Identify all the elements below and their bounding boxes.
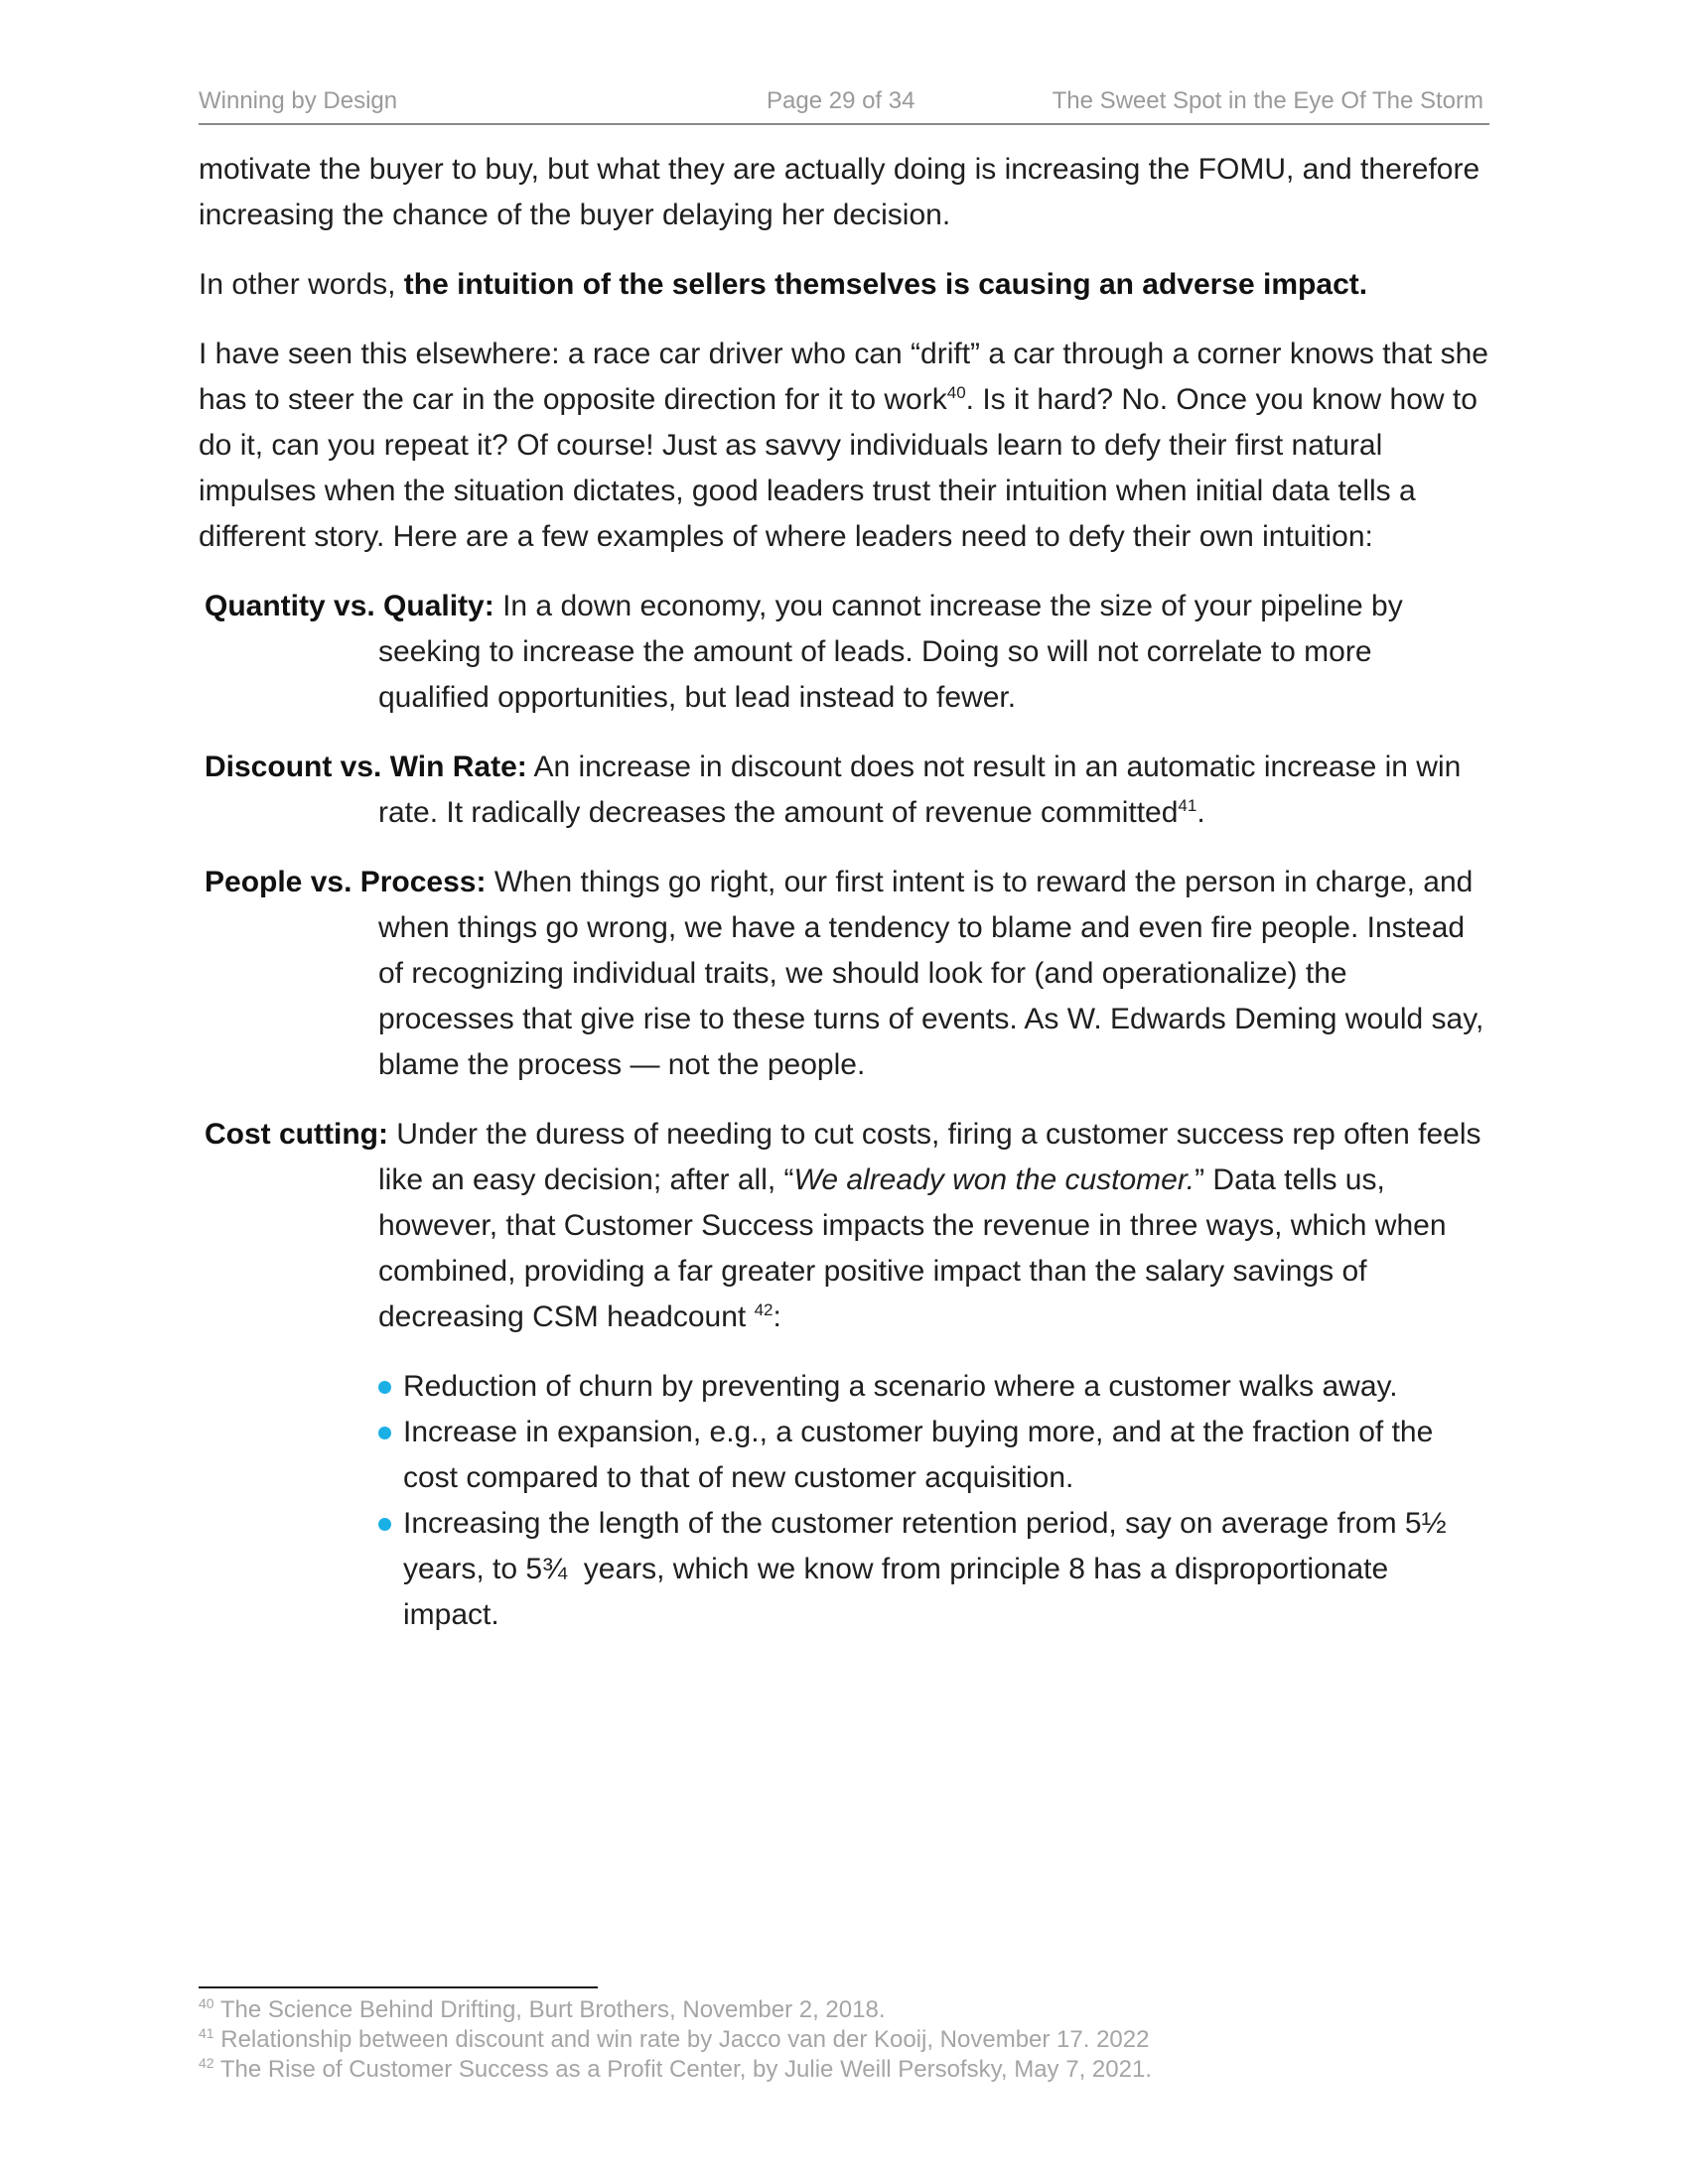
term-description-tail: : [773,1300,781,1333]
footnote-text: Relationship between discount and win rate by Jacco van der Kooij, November 17. 2022 [213,2026,1150,2053]
bullet-list [378,1364,1489,1638]
term-description: When things go right, our first intent is to reward the person in charge, and when things go wrong, we have a tendency to blame and even fire people. Instead of recognizing individual traits, we should look for (and operationalize) the processes that give rise to these turns of events. As W. Edwards Deming would say, blame the process — not the people. [378,866,1484,1081]
term-description: An increase in discount does not result in an automatic increase in win rate. It radically decreases the amount of revenue committed [378,751,1462,829]
term-description: ” Data tells us, however, that Customer Success impacts the revenue in three ways, which when combined, providing a far greater positive impact than the salary savings of decreasing CSM headcount [378,1163,1447,1333]
term-cost-cutting [199,1112,1489,1340]
footnotes [199,1995,1489,2085]
paragraph-in-other-words [199,262,1489,308]
paragraph-text: . Is it hard? No. Once you know how to do it, can you repeat it? Of course! Just as savvy individuals learn to defy their first natural impulses when the situation dictates, good leaders trust their intuition when initial data tells a different story. Here are a few examples of where leaders need to defy their own intuition: [199,383,1477,553]
footnote-divider [199,1986,598,1988]
footnote-41 [199,2025,1489,2055]
document-body [199,147,1489,1638]
footnote-number: 42 [199,2055,214,2071]
footnote-number: 40 [199,1995,214,2011]
footnote-number: 41 [199,2025,214,2041]
term-label: People vs. Process: [205,866,487,898]
footnote-text: The Rise of Customer Success as a Profit Center, by Julie Weill Persofsky, May 7, 2021. [213,2056,1152,2083]
paragraph-lead-text: In other words, [199,268,404,301]
term-people-vs-process [199,860,1489,1088]
term-label: Quantity vs. Quality: [205,590,494,622]
emphasis-text: the intuition of the sellers themselves is causing an adverse impact. [403,268,1368,301]
header-document-title: Winning by Design [199,87,398,114]
list-item: Reduction of churn by preventing a scenario where a customer walks away. [378,1364,1489,1410]
term-description-tail: . [1196,796,1205,829]
footnote-reference[interactable]: 40 [946,383,966,402]
paragraph-text: motivate the buyer to buy, but what they are actually doing is increasing the FOMU, and therefore increasing the chance of the buyer delaying her decision. [199,153,1480,231]
footnote-reference[interactable]: 42 [754,1300,774,1319]
quote-text: We already won the customer. [793,1163,1196,1196]
footnote-text: The Science Behind Drifting, Burt Brothers, November 2, 2018. [213,1996,886,2023]
paragraph-text: I have seen this elsewhere: a race car driver who can “drift” a car through a corner knows that she has to steer the car in the opposite direction for it to work [199,338,1488,416]
footnote-40 [199,1995,1489,2025]
term-label: Discount vs. Win Rate: [205,751,527,783]
header-chapter-title: The Sweet Spot in the Eye Of The Storm [1052,87,1483,114]
term-description: Under the duress of needing to cut costs, firing a customer success rep often feels like an easy decision; after all, “ [378,1118,1481,1196]
list-item: Increasing the length of the customer retention period, say on average from 5½ years, to 5¾ years, which we know from principle 8 has a disproportionate impact. [378,1501,1489,1638]
footnote-reference[interactable]: 41 [1178,796,1197,815]
term-discount-vs-win-rate [199,745,1489,836]
list-item: Increase in expansion, e.g., a customer buying more, and at the fraction of the cost compared to that of new customer acquisition. [378,1410,1489,1501]
term-label: Cost cutting: [205,1118,388,1151]
footnote-42 [199,2055,1489,2085]
paragraph-drift [199,332,1489,560]
term-quantity-vs-quality [199,584,1489,721]
paragraph-fomu [199,147,1489,238]
term-description: In a down economy, you cannot increase the size of your pipeline by seeking to increase the amount of leads. Doing so will not correlate to more qualified opportunities, but lead instead to fewer. [378,590,1403,714]
page-header [199,87,1489,125]
header-page-number: Page 29 of 34 [767,87,915,114]
